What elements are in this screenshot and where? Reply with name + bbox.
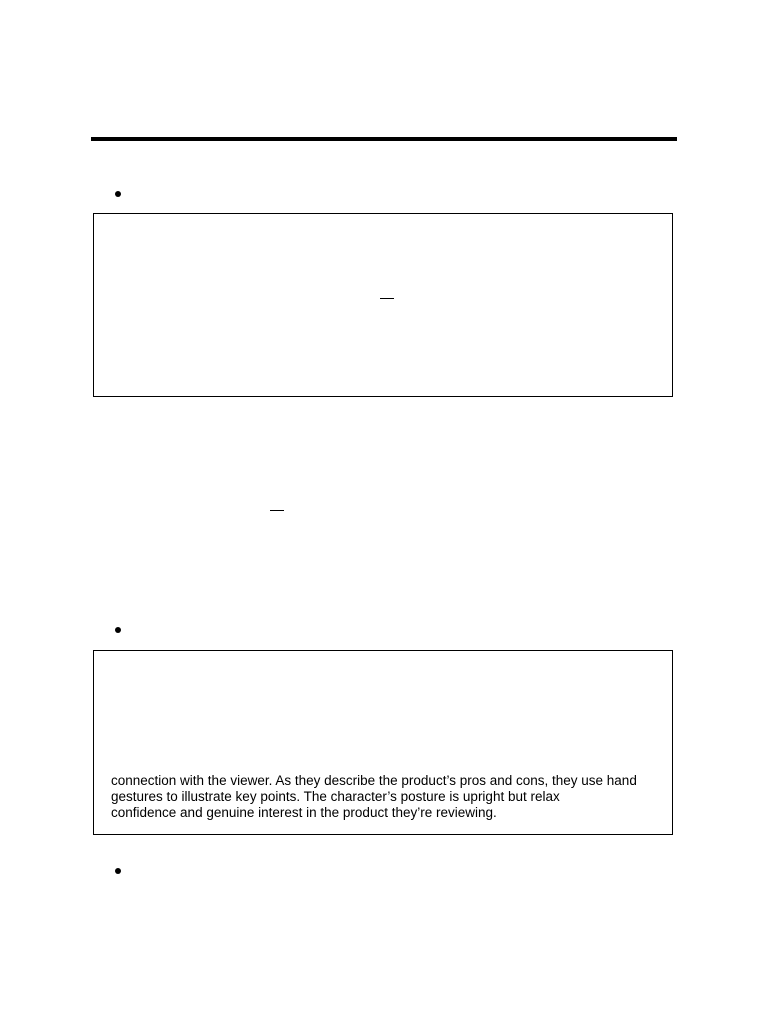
horizontal-rule [91, 137, 677, 141]
dash-mark [380, 298, 394, 299]
bullet-point [115, 868, 121, 874]
text-box-2 [93, 650, 673, 835]
text-box-1 [93, 213, 673, 397]
paragraph-line: confidence and genuine interest in the product they’re reviewing. [111, 805, 497, 820]
bullet-point [115, 627, 121, 633]
bullet-point [115, 191, 121, 197]
paragraph-line: gestures to illustrate key points. The character’s posture is upright but relax [111, 789, 560, 804]
paragraph-line: connection with the viewer. As they describe the product’s pros and cons, they use hand [111, 773, 637, 788]
box-paragraph [111, 773, 666, 821]
dash-mark [270, 510, 284, 511]
